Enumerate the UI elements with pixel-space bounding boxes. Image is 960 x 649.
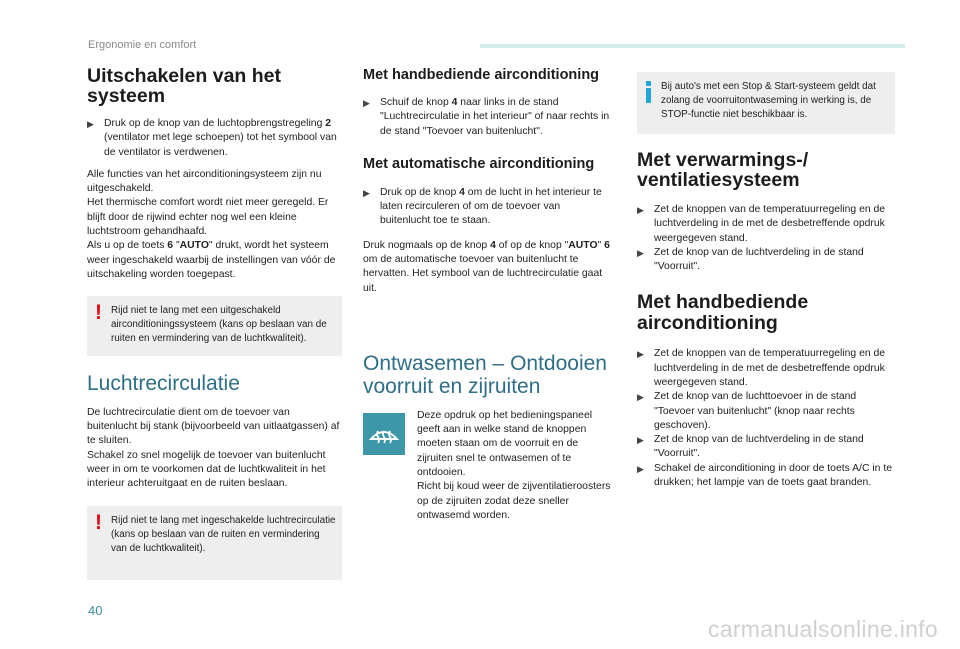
defrost-block	[363, 409, 613, 523]
heading-defrost: Ontwasemen – Ontdooien voorruit en zijruiten	[363, 351, 607, 399]
heading-automatic-ac: Met automatische airconditioning	[363, 155, 595, 172]
para-auto-restart: Als u op de toets 6 "AUTO" drukt, wordt het systeem weer ingeschakeld waarbij de instellingen van vóór de uitschakeling worden toegepast.	[87, 240, 336, 280]
heading-switch-off: Uitschakelen van het systeem	[87, 65, 281, 108]
column-2	[363, 66, 613, 523]
page-number: 40	[88, 603, 103, 618]
warning-icon: !	[95, 301, 102, 325]
bullet-marker-icon: ▶	[363, 97, 370, 108]
bullet-marker-icon: ▶	[363, 187, 370, 198]
ac-bullet-list	[637, 347, 895, 490]
para-thermal-comfort: Het thermische comfort wordt niet meer geregeld. Er blijft door de rijwind echter nog wel een kleine luchtstroom gehandhaafd.	[87, 197, 329, 238]
heading-recirculation: Luchtrecirculatie	[87, 372, 240, 396]
ac-bullet: ▶ Zet de knoppen van de temperatuurregeling en de luchtverdeling in de met de desbetreffende opdruk weergegeven stand.	[637, 348, 886, 388]
ac-bullet: ▶ Schakel de airconditioning in door de toets A/C in te drukken; het lampje van de toets gaat branden.	[637, 462, 892, 489]
bullet-marker-icon: ▶	[637, 247, 644, 258]
bullet-marker-icon: ▶	[637, 463, 644, 474]
para-recirc-purpose: De luchtrecirculatie dient om de toevoer van buitenlucht bij stank (bijvoorbeeld van uitlaatgassen) af te sluiten.	[87, 406, 340, 447]
windscreen-defrost-icon	[363, 413, 405, 455]
warning-icon: !	[95, 510, 102, 534]
section-title: Ergonomie en comfort	[88, 39, 197, 51]
bullet-switch-off: ▶ Druk op de knop van de luchtopbrengstregeling 2 (ventilator met lege schoepen) tot het symbool van de ventilator is verdwenen.	[87, 117, 337, 158]
ac-bullet: ▶ Zet de knop van de luchtverdeling in de stand "Voorruit".	[637, 434, 864, 460]
bullet-auto-recirc: ▶ Druk op de knop 4 om de lucht in het interieur te laten recirculeren of om de toevoer van buitenlucht toe te staan.	[363, 186, 602, 227]
info-icon	[646, 81, 651, 103]
bullet-marker-icon: ▶	[637, 349, 644, 360]
column-1	[87, 66, 342, 580]
heating-bullet: ▶ Zet de knoppen van de temperatuurregeling en de luchtverdeling in de met de desbetreffende opdruk weergegeven stand.	[637, 203, 886, 244]
bullet-marker-icon: ▶	[637, 435, 644, 446]
bullet-manual-recirc: ▶ Schuif de knop 4 naar links in de stand "Luchtrecirculatie in het interieur" of naar rechts in de stand "Toevoer van buitenlucht".	[363, 96, 610, 137]
para-defrost-cold: Richt bij koud weer de zijventilatieroosters op de zijruiten zodat deze sneller ontwasemd worden.	[417, 481, 611, 521]
watermark: carmanualsonline.info	[707, 616, 938, 642]
heading-heating-ventilation: Met verwarmings-/ ventilatiesysteem	[637, 149, 809, 192]
para-defrost-print: Deze opdruk op het bedieningspaneel geeft aan in welke stand de knoppen moeten staan om de voorruit en de zijruiten snel te ontwasemen of te ontdooien.	[417, 409, 593, 479]
warning-box-ac-off: ! Rijd niet te lang met een uitgeschakeld airconditioningssysteem (kans op beslaan van de ruiten en vermindering van de luchtkwaliteit).	[87, 296, 342, 356]
para-recirc-advice: Schakel zo snel mogelijk de toevoer van buitenlucht weer in om te voorkomen dat de luchtkwaliteit in het interieur achteruitgaat en de ruiten beslaan.	[87, 449, 326, 490]
header-divider-bar	[480, 44, 905, 48]
column-3	[637, 66, 895, 490]
defrost-text	[417, 409, 613, 523]
bullet-marker-icon: ▶	[637, 392, 644, 403]
ac-bullet: ▶ Zet de knop van de luchttoevoer in de stand "Toevoer van buitenlucht" (knop naar rechts geschoven).	[637, 391, 857, 431]
info-box-stop-start: Bij auto's met een Stop & Start-systeem geldt dat zolang de voorruitontwaseming in werking is, de STOP-functie niet beschikbaar is.	[637, 72, 895, 134]
heating-bullet: ▶ Zet de knop van de luchtverdeling in de stand "Voorruit".	[637, 246, 864, 273]
warning-box-recirculation: ! Rijd niet te lang met ingeschakelde luchtrecirculatie (kans op beslaan van de ruiten en vermindering van de luchtkwaliteit).	[87, 506, 342, 580]
para-functions-off: Alle functies van het airconditioningsysteem zijn nu uitgeschakeld.	[87, 168, 322, 195]
heading-manual-ac-col3: Met handbediende airconditioning	[637, 291, 809, 334]
para-auto-resume: Druk nogmaals op de knop 4 of op de knop "AUTO" 6 om de automatische toevoer van buitenlucht te hervatten. Het symbool van de luchtrecirculatie gaat uit.	[363, 239, 610, 294]
bullet-marker-icon: ▶	[87, 118, 94, 129]
heating-bullet-list	[637, 203, 895, 274]
heading-manual-ac: Met handbediende airconditioning	[363, 67, 600, 83]
bullet-marker-icon: ▶	[637, 204, 644, 215]
